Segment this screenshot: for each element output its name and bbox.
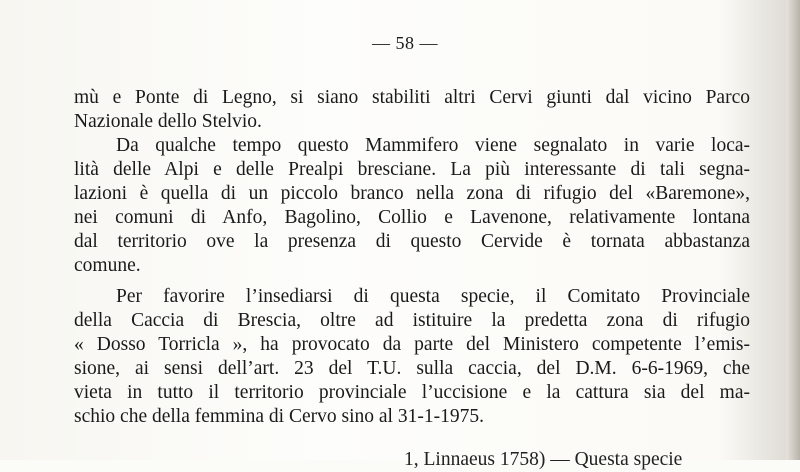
- text-line: comune.: [74, 255, 141, 276]
- text-line: vieta in tutto il territorio provinciale l’uccisione e la cattura sia del ma-: [74, 382, 750, 403]
- text-line: della Caccia di Brescia, oltre ad istituire la predetta zona di rifugio: [74, 310, 750, 331]
- page-edge: [786, 0, 800, 460]
- text-line: Da qualche tempo questo Mammifero viene segnalato in varie loca-: [116, 135, 750, 156]
- text-line: « Dosso Torricla », ha provocato da parte del Ministero competente l’emis-: [74, 334, 750, 355]
- cut-off-text-line: 1, Linnaeus 1758) — Questa specie: [404, 449, 683, 470]
- text-line: lità delle Alpi e delle Prealpi bresciane. La più interessante di tali segna-: [74, 159, 750, 180]
- text-line: lazioni è quella di un piccolo branco nella zona di rifugio del «Baremone»,: [74, 183, 750, 204]
- text-line: Nazionale dello Stelvio.: [74, 111, 262, 132]
- text-line: schio che della femmina di Cervo sino al 31-1-1975.: [74, 406, 484, 427]
- text-line: mù e Ponte di Legno, si siano stabiliti altri Cervi giunti dal vicino Parco: [74, 87, 750, 108]
- text-line: Per favorire l’insediarsi di questa specie, il Comitato Provinciale: [116, 286, 750, 307]
- text-line: dal territorio ove la presenza di questo Cervide è tornata abbastanza: [74, 231, 750, 252]
- text-line: nei comuni di Anfo, Bagolino, Collio e Lavenone, relativamente lontana: [74, 207, 750, 228]
- text-line: sione, ai sensi dell’art. 23 del T.U. sulla caccia, del D.M. 6-6-1969, che: [74, 358, 750, 379]
- page-number: — 58 —: [372, 33, 438, 53]
